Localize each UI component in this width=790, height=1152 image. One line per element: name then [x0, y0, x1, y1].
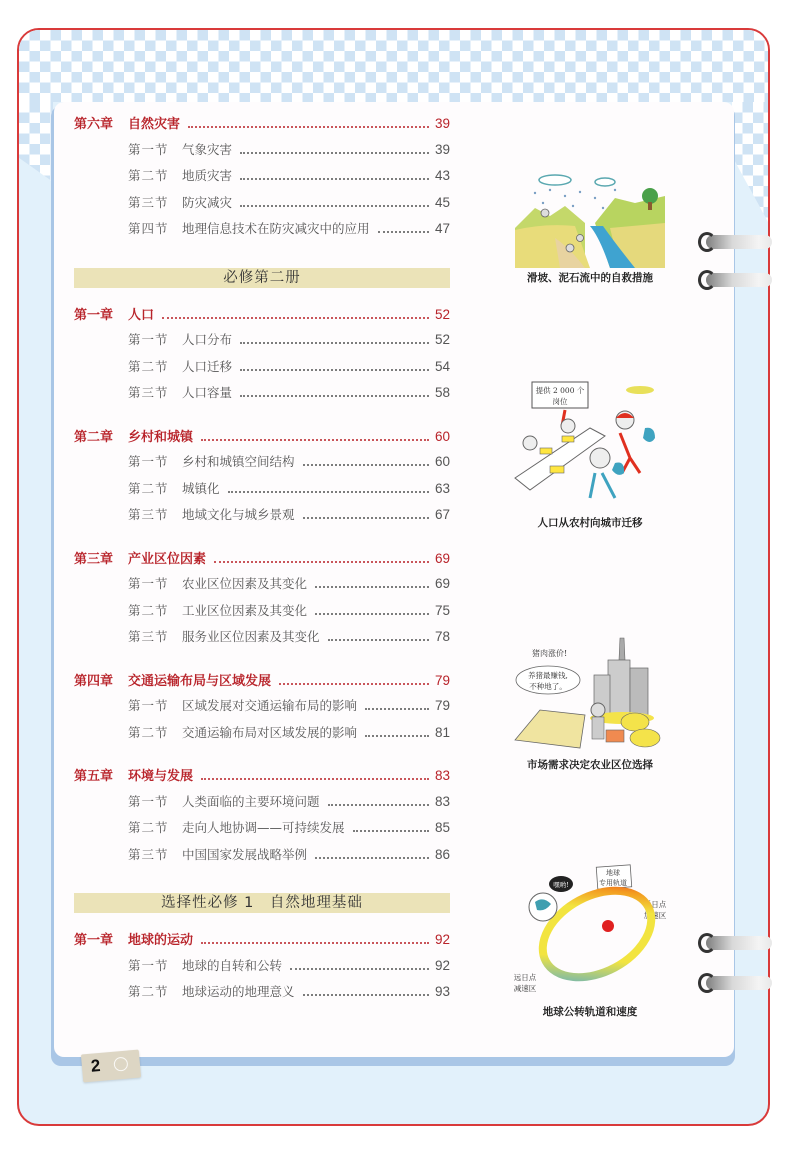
chapter-title: 产业区位因素	[128, 551, 207, 567]
illustration-migration	[500, 378, 680, 530]
toc-chapter-entry[interactable]	[74, 426, 450, 453]
section-title: 地球的自转和公转	[182, 957, 283, 973]
chapter-page-number: 92	[434, 932, 450, 947]
illustration-orbit	[500, 862, 680, 1019]
section-number: 第三节	[128, 194, 169, 210]
section-title: 走向人地协调——可持续发展	[182, 820, 345, 835]
section-page-number: 54	[434, 358, 450, 374]
section-title: 地球运动的地理意义	[182, 984, 295, 999]
section-title: 地理信息技术在防灾减灾中的应用	[182, 221, 370, 236]
chapter-title: 自然灾害	[128, 117, 181, 132]
orbit-label-top-a: 地球	[606, 869, 620, 877]
toc-section-entry[interactable]	[74, 601, 450, 628]
section-number: 第二节	[128, 358, 169, 374]
chapter-title: 地球的运动	[128, 933, 194, 948]
section-number: 第三节	[128, 507, 169, 522]
toc-section-entry[interactable]	[74, 818, 450, 845]
section-title: 区域发展对交通运输布局的影响	[182, 698, 358, 713]
section-title: 地质灾害	[182, 168, 233, 183]
toc-chapter-entry[interactable]	[74, 113, 450, 140]
orbit-label-near-a: 近日点	[643, 900, 667, 909]
section-page-number: 60	[434, 454, 450, 469]
dot-leader	[240, 178, 429, 180]
chapter-number: 第四章	[74, 673, 114, 689]
orbit-label-near-b: 加速区	[643, 911, 667, 920]
checker-pattern-top	[19, 30, 768, 102]
page-number: 2	[90, 1055, 102, 1076]
chapter-title: 乡村和城镇	[128, 429, 194, 445]
section-page-number: 75	[434, 602, 450, 618]
toc-section-entry[interactable]	[74, 330, 450, 357]
section-number: 第二节	[128, 820, 169, 835]
chapter-title: 人口	[128, 307, 155, 323]
dot-leader	[201, 942, 429, 944]
section-page-number: 58	[434, 385, 450, 400]
section-page-number: 52	[434, 332, 450, 347]
toc-section-entry[interactable]	[74, 956, 450, 983]
section-page-number: 86	[434, 846, 450, 862]
section-number: 第一节	[128, 957, 169, 973]
dot-leader	[378, 231, 429, 233]
dot-leader	[188, 126, 429, 128]
toc-section-entry[interactable]	[74, 627, 450, 654]
section-title: 防灾减灾	[182, 194, 233, 210]
chapter-number: 第六章	[74, 117, 114, 132]
toc-chapter-entry[interactable]	[74, 304, 450, 331]
dot-leader	[303, 464, 429, 466]
section-page-number: 39	[434, 141, 450, 157]
dot-leader	[303, 517, 429, 519]
section-title: 城镇化	[182, 480, 220, 496]
dot-leader	[315, 857, 429, 859]
section-number: 第一节	[128, 698, 169, 713]
toc-section-entry[interactable]	[74, 505, 450, 532]
publisher-logo-icon	[113, 1057, 128, 1072]
section-number: 第二节	[128, 602, 169, 618]
spacer	[74, 871, 450, 887]
illustration-caption: 市场需求决定农业区位选择	[527, 759, 653, 771]
section-page-number: 78	[434, 629, 450, 644]
chapter-page-number: 83	[434, 768, 450, 783]
section-page-number: 93	[434, 984, 450, 999]
chapter-page-number: 60	[434, 428, 450, 444]
section-number: 第四节	[128, 221, 169, 236]
section-page-number: 45	[434, 194, 450, 210]
section-number: 第二节	[128, 984, 169, 999]
spacer	[74, 410, 450, 426]
chapter-title: 环境与发展	[128, 769, 194, 784]
dot-leader	[328, 639, 429, 641]
toc-section-entry[interactable]	[74, 696, 450, 723]
spacer	[74, 654, 450, 670]
dot-leader	[228, 491, 429, 493]
chapter-number: 第五章	[74, 769, 114, 784]
toc-section-entry[interactable]	[74, 723, 450, 750]
spiral-ring-icon	[698, 973, 772, 993]
section-number: 第二节	[128, 480, 169, 496]
sign-text-1: 提供 2 000 个	[535, 386, 585, 395]
market-image	[510, 630, 670, 755]
chapter-number: 第二章	[74, 429, 114, 445]
section-number: 第一节	[128, 793, 169, 809]
section-page-number: 85	[434, 820, 450, 835]
section-page-number: 67	[434, 507, 450, 522]
dot-leader	[315, 586, 429, 588]
checker-pattern-right	[732, 102, 768, 222]
section-title: 人口迁移	[182, 358, 233, 374]
dot-leader	[240, 369, 429, 371]
section-page-number: 43	[434, 168, 450, 183]
chapter-page-number: 69	[434, 550, 450, 566]
section-number: 第二节	[128, 168, 169, 183]
section-page-number: 79	[434, 698, 450, 713]
orbit-label-far-a: 远日点	[513, 973, 537, 982]
chapter-number: 第三章	[74, 551, 114, 567]
dot-leader	[201, 778, 429, 780]
section-title: 交通运输布局对区域发展的影响	[182, 724, 358, 740]
dot-leader	[328, 804, 429, 806]
dot-leader	[365, 735, 429, 737]
spiral-ring-icon	[698, 933, 772, 953]
section-page-number: 63	[434, 480, 450, 496]
dot-leader	[315, 613, 429, 615]
orbit-image	[505, 862, 675, 1002]
section-title: 服务业区位因素及其变化	[182, 629, 320, 644]
toc-section-entry[interactable]	[74, 845, 450, 872]
toc-section-entry[interactable]	[74, 479, 450, 506]
orbit-label-top-b: 专用轨道	[599, 879, 627, 887]
table-of-contents	[74, 113, 450, 1009]
toc-section-entry[interactable]	[74, 357, 450, 384]
landslide-image	[515, 168, 665, 268]
section-number: 第二节	[128, 724, 169, 740]
section-title: 人类面临的主要环境问题	[182, 793, 320, 809]
chapter-page-number: 79	[434, 672, 450, 688]
toc-chapter-entry[interactable]	[74, 670, 450, 697]
speech-text-1: 猪肉涨价!	[532, 649, 568, 658]
dot-leader	[365, 708, 429, 710]
section-title: 人口容量	[182, 385, 233, 400]
dot-leader	[290, 968, 429, 970]
toc-section-entry[interactable]	[74, 219, 450, 246]
toc-section-entry[interactable]	[74, 383, 450, 410]
chapter-title: 交通运输布局与区域发展	[128, 673, 272, 689]
dot-leader	[240, 395, 429, 397]
section-number: 第三节	[128, 385, 169, 400]
spacer	[74, 749, 450, 765]
chapter-page-number: 52	[434, 306, 450, 322]
dot-leader	[240, 152, 429, 154]
toc-chapter-entry[interactable]	[74, 548, 450, 575]
section-title: 气象灾害	[182, 141, 233, 157]
section-number: 第一节	[128, 332, 169, 347]
dot-leader	[214, 561, 429, 563]
spacer	[74, 246, 450, 262]
dot-leader	[240, 342, 429, 344]
spiral-ring-icon	[698, 270, 772, 290]
section-title: 人口分布	[182, 332, 233, 347]
dot-leader	[279, 683, 429, 685]
chapter-number: 第一章	[74, 307, 114, 323]
speech-text-2b: 不种地了。	[529, 682, 567, 691]
section-number: 第一节	[128, 576, 169, 591]
toc-section-entry[interactable]	[74, 792, 450, 819]
section-title: 中国国家发展战略举例	[182, 846, 308, 862]
illustration-landslide	[500, 168, 680, 285]
dot-leader	[201, 439, 429, 441]
sign-text-2: 岗位	[552, 397, 568, 406]
toc-section-entry[interactable]	[74, 982, 450, 1009]
section-page-number: 81	[434, 724, 450, 740]
chapter-page-number: 39	[434, 116, 450, 131]
orbit-bubble: 嘿哟!	[553, 881, 569, 889]
illustration-caption: 地球公转轨道和速度	[542, 1006, 638, 1018]
toc-chapter-entry[interactable]	[74, 929, 450, 956]
section-title: 地域文化与城乡景观	[182, 507, 295, 522]
dot-leader	[353, 830, 429, 832]
section-page-number: 69	[434, 576, 450, 591]
section-title: 乡村和城镇空间结构	[182, 454, 295, 469]
section-page-number: 83	[434, 793, 450, 809]
toc-chapter-entry[interactable]	[74, 765, 450, 792]
toc-section-entry[interactable]	[74, 140, 450, 167]
toc-section-entry[interactable]	[74, 193, 450, 220]
orbit-label-far-b: 减速区	[513, 984, 537, 993]
toc-section-entry[interactable]	[74, 574, 450, 601]
checker-pattern-left	[19, 102, 53, 182]
section-number: 第三节	[128, 629, 169, 644]
toc-section-entry[interactable]	[74, 452, 450, 479]
section-number: 第三节	[128, 846, 169, 862]
chapter-number: 第一章	[74, 933, 114, 948]
speech-text-2a: 养猪最赚钱,	[528, 671, 568, 680]
section-title: 农业区位因素及其变化	[182, 576, 308, 591]
spiral-ring-icon	[698, 232, 772, 252]
section-title: 工业区位因素及其变化	[182, 602, 308, 618]
illustration-market	[500, 630, 680, 772]
dot-leader	[240, 205, 429, 207]
section-page-number: 47	[434, 221, 450, 236]
section-banner: 必修第二册	[74, 268, 450, 288]
illustration-caption: 人口从农村向城市迁移	[537, 517, 643, 529]
spacer	[74, 532, 450, 548]
section-page-number: 92	[434, 957, 450, 973]
section-number: 第一节	[128, 141, 169, 157]
illustration-caption: 滑坡、泥石流中的自救措施	[527, 272, 653, 284]
toc-section-entry[interactable]	[74, 166, 450, 193]
section-number: 第一节	[128, 454, 169, 469]
section-banner: 选择性必修 1 自然地理基础	[74, 893, 450, 913]
dot-leader	[303, 994, 429, 996]
page-number-tag	[81, 1050, 141, 1083]
migration-image	[510, 378, 670, 513]
dot-leader	[162, 317, 429, 319]
